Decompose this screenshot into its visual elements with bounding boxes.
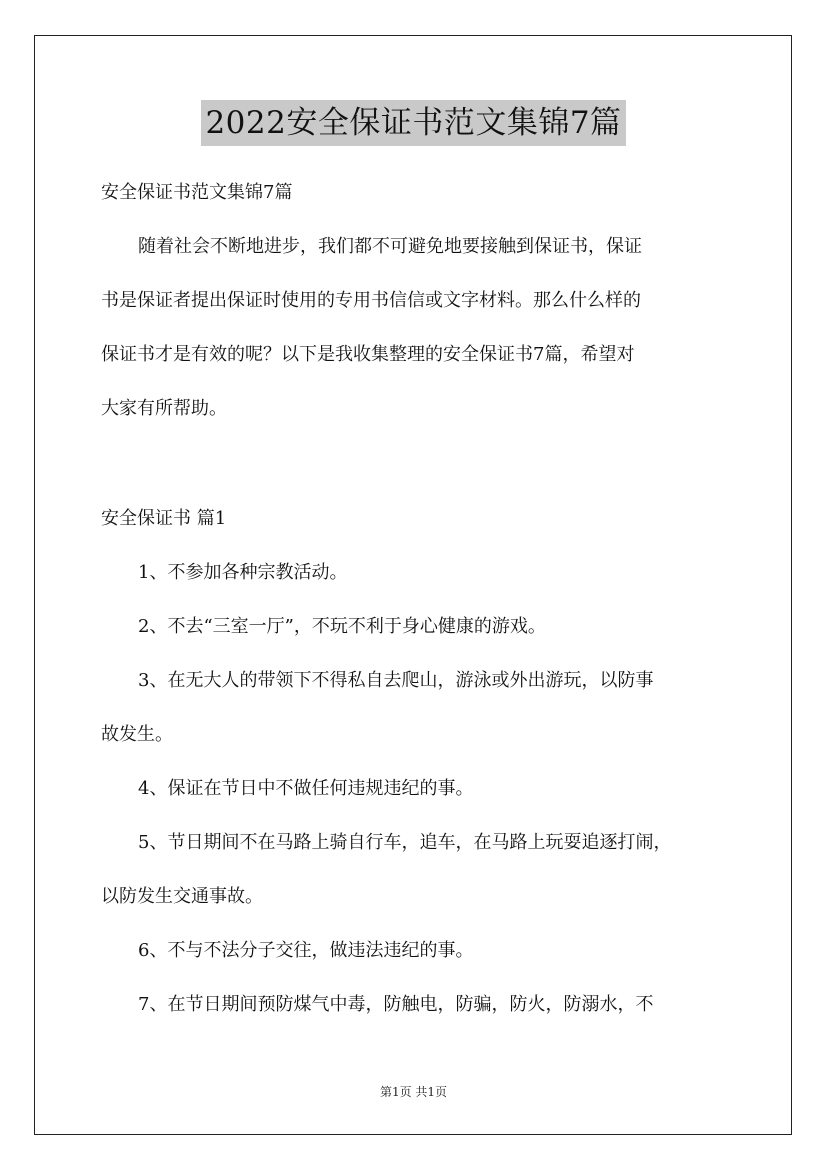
page-number: 第1页 共1页 bbox=[379, 1085, 448, 1099]
list-item: 5、节日期间不在马路上骑自行车，追车，在马路上玩耍追逐打闹， bbox=[138, 832, 672, 853]
intro-line: 保证书才是有效的呢？以下是我收集整理的安全保证书7篇，希望对 bbox=[101, 344, 635, 365]
subtitle: 安全保证书范文集锦7篇 bbox=[101, 182, 293, 203]
intro-line: 书是保证者提出保证时使用的专用书信信或文字材料。那么什么样的 bbox=[101, 290, 641, 311]
list-item: 2、不去“三室一厅”，不玩不利于身心健康的游戏。 bbox=[138, 616, 546, 637]
intro-line: 随着社会不断地进步，我们都不可避免地要接触到保证书，保证 bbox=[138, 236, 642, 257]
list-item-continued: 故发生。 bbox=[101, 724, 173, 745]
list-item-continued: 以防发生交通事故。 bbox=[101, 886, 263, 907]
list-item: 4、保证在节日中不做任何违规违纪的事。 bbox=[138, 778, 474, 799]
document-title: 2022安全保证书范文集锦7篇 bbox=[201, 100, 625, 146]
list-item: 3、在无大人的带领下不得私自去爬山，游泳或外出游玩，以防事 bbox=[138, 670, 654, 691]
title-container bbox=[0, 100, 827, 146]
list-item: 1、不参加各种宗教活动。 bbox=[138, 562, 348, 583]
list-item: 6、不与不法分子交往，做违法违纪的事。 bbox=[138, 940, 474, 961]
intro-line: 大家有所帮助。 bbox=[101, 398, 227, 419]
list-item: 7、在节日期间预防煤气中毒，防触电，防骗，防火，防溺水，不 bbox=[138, 994, 654, 1015]
section-heading: 安全保证书 篇1 bbox=[101, 508, 227, 529]
